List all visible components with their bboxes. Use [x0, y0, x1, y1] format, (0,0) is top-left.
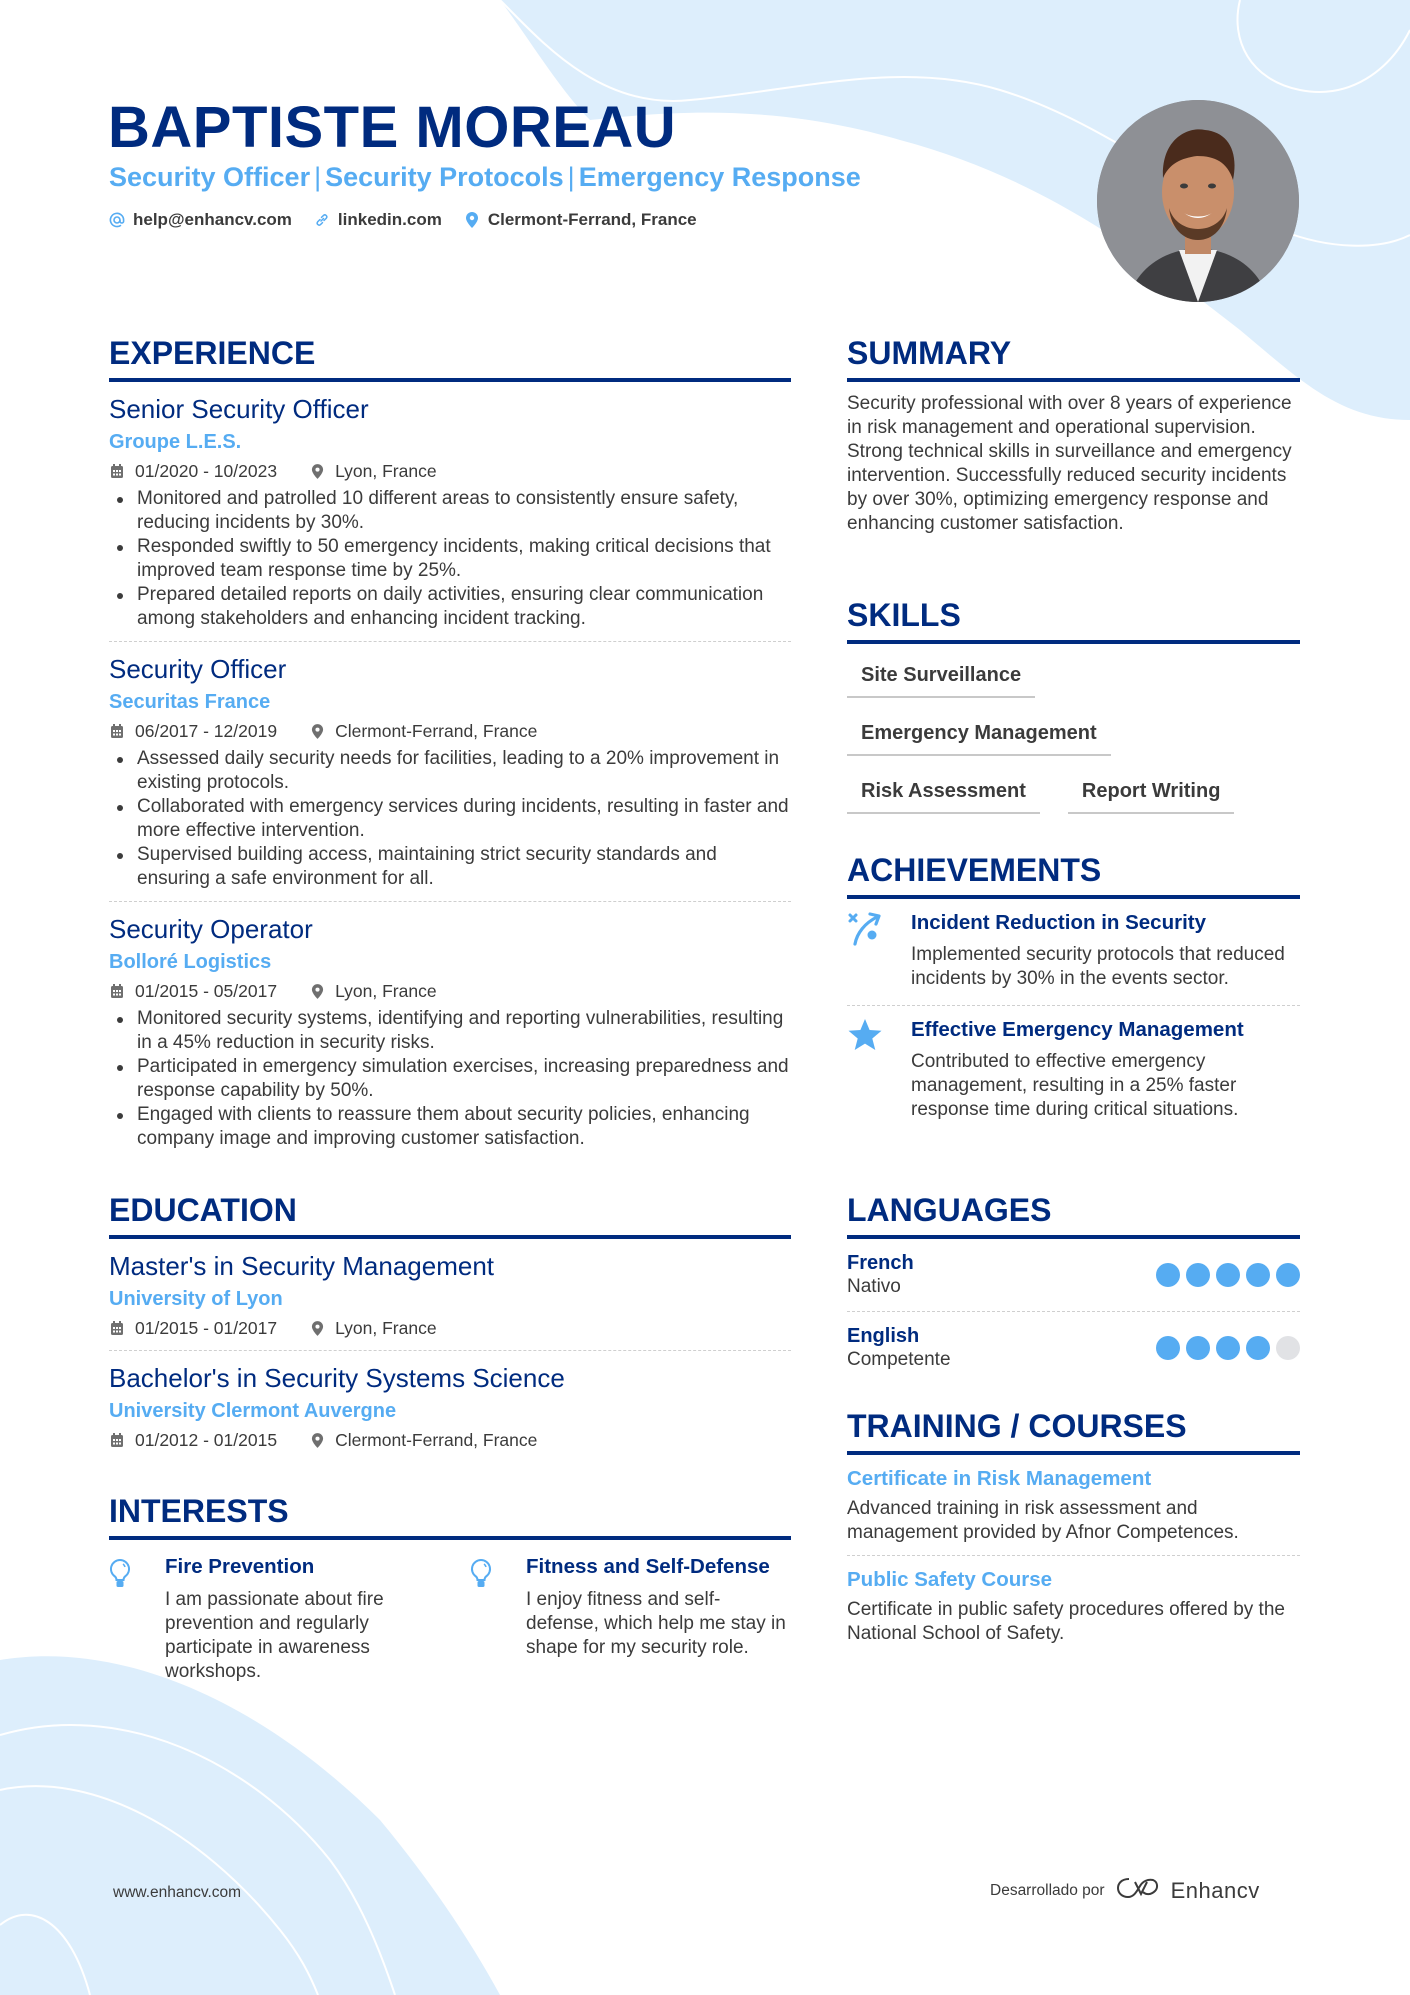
education-dates: 01/2015 - 01/2017 [135, 1318, 278, 1338]
interest-title: Fire Prevention [165, 1555, 315, 1578]
item-divider [109, 901, 791, 902]
achievements-section [847, 851, 1300, 1122]
education-section [109, 1191, 791, 1452]
course-title: Certificate in Risk Management [847, 1467, 1152, 1490]
skill-tag: Report Writing [1068, 772, 1235, 814]
language-rating [1156, 1263, 1300, 1287]
language-level: Nativo [847, 1276, 901, 1297]
location-pin-icon [309, 1319, 325, 1337]
skills-title: SKILLS [847, 597, 961, 633]
skill-tag: Site Surveillance [847, 656, 1035, 698]
job-dates: 01/2015 - 05/2017 [135, 981, 278, 1001]
calendar-icon [109, 982, 125, 1000]
job-bullets [109, 1007, 791, 1151]
training-section [847, 1407, 1300, 1646]
interests-title: INTERESTS [109, 1493, 289, 1529]
calendar-icon [109, 722, 125, 740]
school-name: University Clermont Auvergne [109, 1400, 397, 1422]
education-meta [109, 1316, 791, 1340]
headline [109, 160, 861, 194]
experience-section [109, 334, 791, 1151]
candidate-name: BAPTISTE MOREAU [108, 95, 677, 160]
location-pin-icon [309, 1431, 325, 1449]
education-title: EDUCATION [109, 1192, 297, 1228]
school-name: University of Lyon [109, 1288, 283, 1310]
job-dates: 01/2020 - 10/2023 [135, 461, 278, 481]
job-meta [109, 719, 791, 743]
item-divider [847, 1005, 1300, 1006]
job-bullets [109, 487, 791, 631]
rating-dot-filled [1186, 1336, 1210, 1360]
achievement-title: Effective Emergency Management [911, 1018, 1244, 1041]
headline-separator: | [314, 162, 322, 192]
section-rule [847, 378, 1300, 382]
headline-separator: | [567, 162, 575, 192]
rating-dot-filled [1276, 1263, 1300, 1287]
company-name: Bolloré Logistics [109, 951, 272, 973]
item-divider [847, 1311, 1300, 1312]
job-location: Lyon, France [335, 461, 437, 481]
education-meta [109, 1428, 791, 1452]
section-rule [109, 1235, 791, 1239]
link-icon [314, 211, 330, 229]
interest-desc: I am passionate about fire prevention and regularly participate in awareness workshops. [165, 1589, 384, 1682]
company-name: Securitas France [109, 691, 271, 713]
bullet-item: Collaborated with emergency services during incidents, resulting in faster and more effective intervention. [109, 795, 791, 843]
bullet-item: Engaged with clients to reassure them about security policies, enhancing company image and improving customer satisfaction. [109, 1103, 791, 1151]
contact-linkedin-text: linkedin.com [337, 210, 442, 229]
company-name: Groupe L.E.S. [109, 431, 242, 453]
achievement-desc: Contributed to effective emergency management, resulting in a 25% faster response time during critical situations. [911, 1051, 1239, 1120]
rating-dot-filled [1156, 1263, 1180, 1287]
experience-item [109, 912, 791, 1151]
headline-part: Security Protocols [325, 162, 564, 192]
achievement-title: Incident Reduction in Security [911, 911, 1207, 934]
languages-section [847, 1191, 1300, 1372]
item-divider [109, 641, 791, 642]
job-bullets [109, 747, 791, 891]
summary-section [847, 334, 1300, 536]
summary-text: Security professional with over 8 years of experience in risk management and operational supervision. Strong technical skills in surveillance and emergency intervention. Successfully reduced security incidents by over 30%, optimizing emergency response and enhancing customer satisfaction. [847, 393, 1292, 534]
education-item [109, 1249, 791, 1340]
course-item [847, 1465, 1300, 1545]
experience-item [109, 652, 791, 891]
language-level: Competente [847, 1349, 951, 1370]
experience-title: EXPERIENCE [109, 335, 316, 371]
location-pin-icon [464, 211, 480, 229]
course-item [847, 1566, 1300, 1646]
contact-location [464, 208, 697, 232]
bullet-item: Monitored security systems, identifying and reporting vulnerabilities, resulting in a 45% reduction in security risks. [109, 1007, 791, 1055]
section-rule [847, 1451, 1300, 1455]
location-pin-icon [309, 462, 325, 480]
profile-photo [1097, 100, 1299, 302]
footer-website[interactable]: www.enhancv.com [113, 1884, 242, 1901]
location-pin-icon [309, 722, 325, 740]
language-name: French [847, 1252, 914, 1274]
bullet-item: Supervised building access, maintaining strict security standards and ensuring a safe environment for all. [109, 843, 791, 891]
job-title: Security Operator [109, 914, 313, 944]
course-title: Public Safety Course [847, 1568, 1053, 1591]
achievement-desc: Implemented security protocols that reduced incidents by 30% in the events sector. [911, 944, 1285, 989]
interest-title: Fitness and Self-Defense [526, 1555, 770, 1578]
degree-title: Bachelor's in Security Systems Science [109, 1363, 565, 1393]
headline-part: Emergency Response [578, 162, 861, 192]
lightbulb-icon [109, 1556, 139, 1684]
interest-item [109, 1556, 430, 1684]
rating-dot-filled [1156, 1336, 1180, 1360]
job-meta [109, 979, 791, 1003]
course-desc: Certificate in public safety procedures offered by the National School of Safety. [847, 1599, 1285, 1644]
brand-name: Enhancv [1170, 1877, 1260, 1903]
summary-title: SUMMARY [847, 335, 1012, 371]
job-location: Lyon, France [335, 981, 437, 1001]
section-rule [847, 1235, 1300, 1239]
education-item [109, 1361, 791, 1452]
achievements-title: ACHIEVEMENTS [847, 852, 1102, 888]
skills-list [847, 656, 1300, 830]
item-divider [847, 1555, 1300, 1556]
rating-dot-filled [1216, 1336, 1240, 1360]
skill-tag: Emergency Management [847, 714, 1111, 756]
rating-dot-filled [1246, 1263, 1270, 1287]
contact-row [109, 208, 697, 232]
language-item [847, 1251, 1300, 1299]
calendar-icon [109, 1319, 125, 1337]
language-rating [1156, 1336, 1300, 1360]
job-title: Security Officer [109, 654, 287, 684]
languages-title: LANGUAGES [847, 1192, 1052, 1228]
footer-branding [990, 1876, 1260, 1905]
enhancv-logo-icon [1115, 1876, 1161, 1905]
education-location: Lyon, France [335, 1318, 437, 1338]
language-item [847, 1324, 1300, 1372]
powered-by-label: Desarrollado por [990, 1881, 1105, 1899]
achievement-item [847, 909, 1300, 991]
bullet-item: Participated in emergency simulation exercises, increasing preparedness and response capability by 50%. [109, 1055, 791, 1103]
skills-section [847, 596, 1300, 830]
contact-email-text: help@enhancv.com [133, 210, 292, 229]
contact-linkedin[interactable] [314, 208, 442, 232]
education-location: Clermont-Ferrand, France [335, 1430, 538, 1450]
section-rule [109, 378, 791, 382]
location-pin-icon [309, 982, 325, 1000]
rating-dot-filled [1186, 1263, 1210, 1287]
at-icon [109, 211, 125, 229]
section-rule [847, 895, 1300, 899]
job-dates: 06/2017 - 12/2019 [135, 721, 278, 741]
bullet-item: Assessed daily security needs for facilities, leading to a 20% improvement in existing protocols. [109, 747, 791, 795]
training-title: TRAINING / COURSES [847, 1408, 1187, 1444]
strategy-arrow-icon [847, 909, 883, 991]
section-rule [109, 1536, 791, 1540]
interest-item [470, 1556, 791, 1684]
rating-dot-filled [1216, 1263, 1240, 1287]
course-desc: Advanced training in risk assessment and management provided by Afnor Competences. [847, 1498, 1239, 1543]
interests-list [109, 1556, 791, 1684]
interests-section [109, 1492, 791, 1684]
achievement-item [847, 1016, 1300, 1122]
rating-dot-empty [1276, 1336, 1300, 1360]
lightbulb-icon [470, 1556, 500, 1684]
job-title: Senior Security Officer [109, 394, 369, 424]
education-dates: 01/2012 - 01/2015 [135, 1430, 278, 1450]
rating-dot-filled [1246, 1336, 1270, 1360]
bullet-item: Monitored and patrolled 10 different areas to consistently ensure safety, reducing incidents by 30%. [109, 487, 791, 535]
calendar-icon [109, 1431, 125, 1449]
contact-location-text: Clermont-Ferrand, France [487, 210, 697, 229]
experience-item [109, 392, 791, 631]
section-rule [847, 640, 1300, 644]
skill-tag: Risk Assessment [847, 772, 1040, 814]
headline-part: Security Officer [109, 162, 311, 192]
job-meta [109, 459, 791, 483]
contact-email[interactable] [109, 208, 292, 232]
job-location: Clermont-Ferrand, France [335, 721, 538, 741]
bullet-item: Prepared detailed reports on daily activities, ensuring clear communication among stakeholders and enhancing incident tracking. [109, 583, 791, 631]
bullet-item: Responded swiftly to 50 emergency incidents, making critical decisions that improved team response time by 25%. [109, 535, 791, 583]
calendar-icon [109, 462, 125, 480]
interest-desc: I enjoy fitness and self-defense, which help me stay in shape for my security role. [526, 1589, 786, 1658]
item-divider [109, 1350, 791, 1351]
degree-title: Master's in Security Management [109, 1251, 495, 1281]
language-name: English [847, 1325, 920, 1347]
star-icon [847, 1016, 883, 1122]
